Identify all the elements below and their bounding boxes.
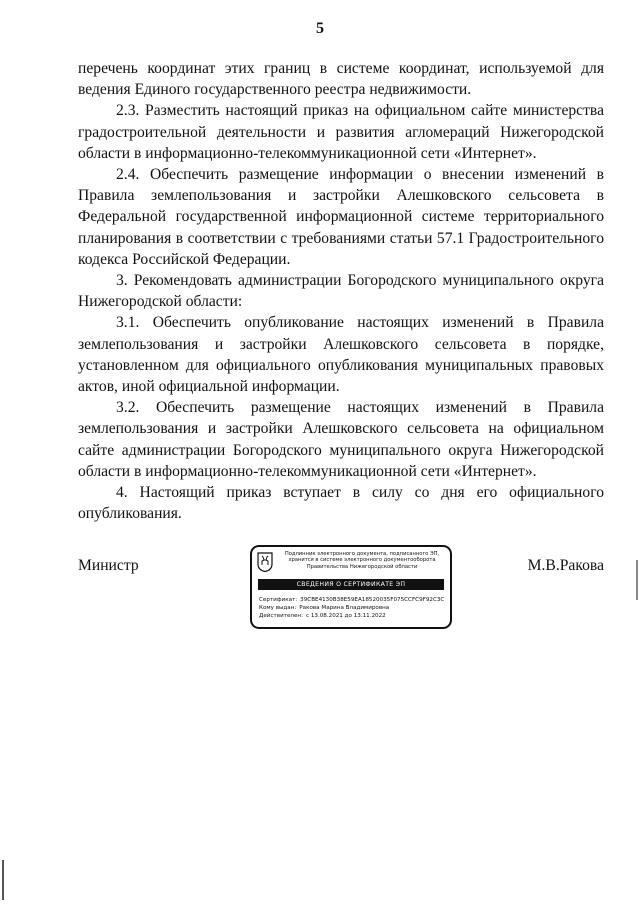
paragraph-continuation: перечень координат этих границ в системе координат, используемой для ведения Единого государственного реестра недвижимости. (78, 60, 604, 99)
valid-value: с 13.08.2021 до 13.11.2022 (305, 613, 386, 619)
paragraph-4: 4. Настоящий приказ вступает в силу со дня его официального опубликования. (78, 484, 604, 523)
stamp-details (259, 596, 447, 620)
stamp-cert-title: СВЕДЕНИЯ О СЕРТИФИКАТЕ ЭП (258, 579, 444, 590)
paragraph-3-1: 3.1. Обеспечить опубликование настоящих изменений в Правила землепользования и застройки Алешковского сельсовета в порядке, установленном для официального опубликования муниципальных правовых актов, иной официальной информации. (78, 314, 604, 396)
certificate-label: Сертификат: (259, 597, 298, 603)
stamp-header (276, 551, 448, 570)
issued-to-label: Кому выдан: (259, 605, 297, 611)
signature-block (78, 545, 604, 635)
document-body (78, 58, 604, 524)
signer-name: М.В.Ракова (527, 557, 604, 574)
stamp-header-line: Правительства Нижегородской области (306, 563, 418, 570)
stamp-certificate-row (259, 596, 447, 604)
issued-to-value: Ракова Марина Владимировна (299, 605, 390, 611)
paragraph-3: 3. Рекомендовать администрации Богородского муниципального округа Нижегородской области: (78, 272, 604, 311)
page-number: 5 (316, 20, 324, 37)
scan-margin-mark (2, 860, 4, 900)
paragraph-2-3: 2.3. Разместить настоящий приказ на официальном сайте министерства градостроительной деятельности и развития агломераций Нижегородской области в информационно-телекоммуникационной сети «Интернет». (78, 102, 604, 162)
stamp-header-line: Подлинник электронного документа, подписанного ЭП, (284, 551, 440, 557)
paragraph-2-4: 2.4. Обеспечить размещение информации о внесении изменений в Правила землепользования и застройки Алешковского сельсовета в Федеральной государственной информационной системе территориального планирования в соответствии с требованиями статьи 57.1 Градостроительного кодекса Российской Федерации. (78, 166, 604, 268)
scan-margin-mark (636, 560, 638, 600)
paragraph-3-2: 3.2. Обеспечить размещение настоящих изменений в Правила землепользования и застройки Алешковского сельсовета на официальном сайте администрации Богородского муниципального округа Нижегородской области в информационно-телекоммуникационной сети «Интернет». (78, 399, 604, 480)
stamp-valid-row (259, 612, 447, 620)
stamp-issued-to-row (259, 604, 447, 612)
signer-position: Министр (78, 557, 139, 574)
nizhny-novgorod-deer-emblem-icon (257, 552, 273, 572)
certificate-value: 39CBE4130B38E59EA18520035F075CCFC9F92C3C (300, 597, 445, 603)
stamp-header-line: хранится в системе электронного документооборота (288, 557, 436, 564)
valid-label: Действителен: (259, 613, 303, 619)
electronic-signature-stamp (250, 545, 452, 629)
